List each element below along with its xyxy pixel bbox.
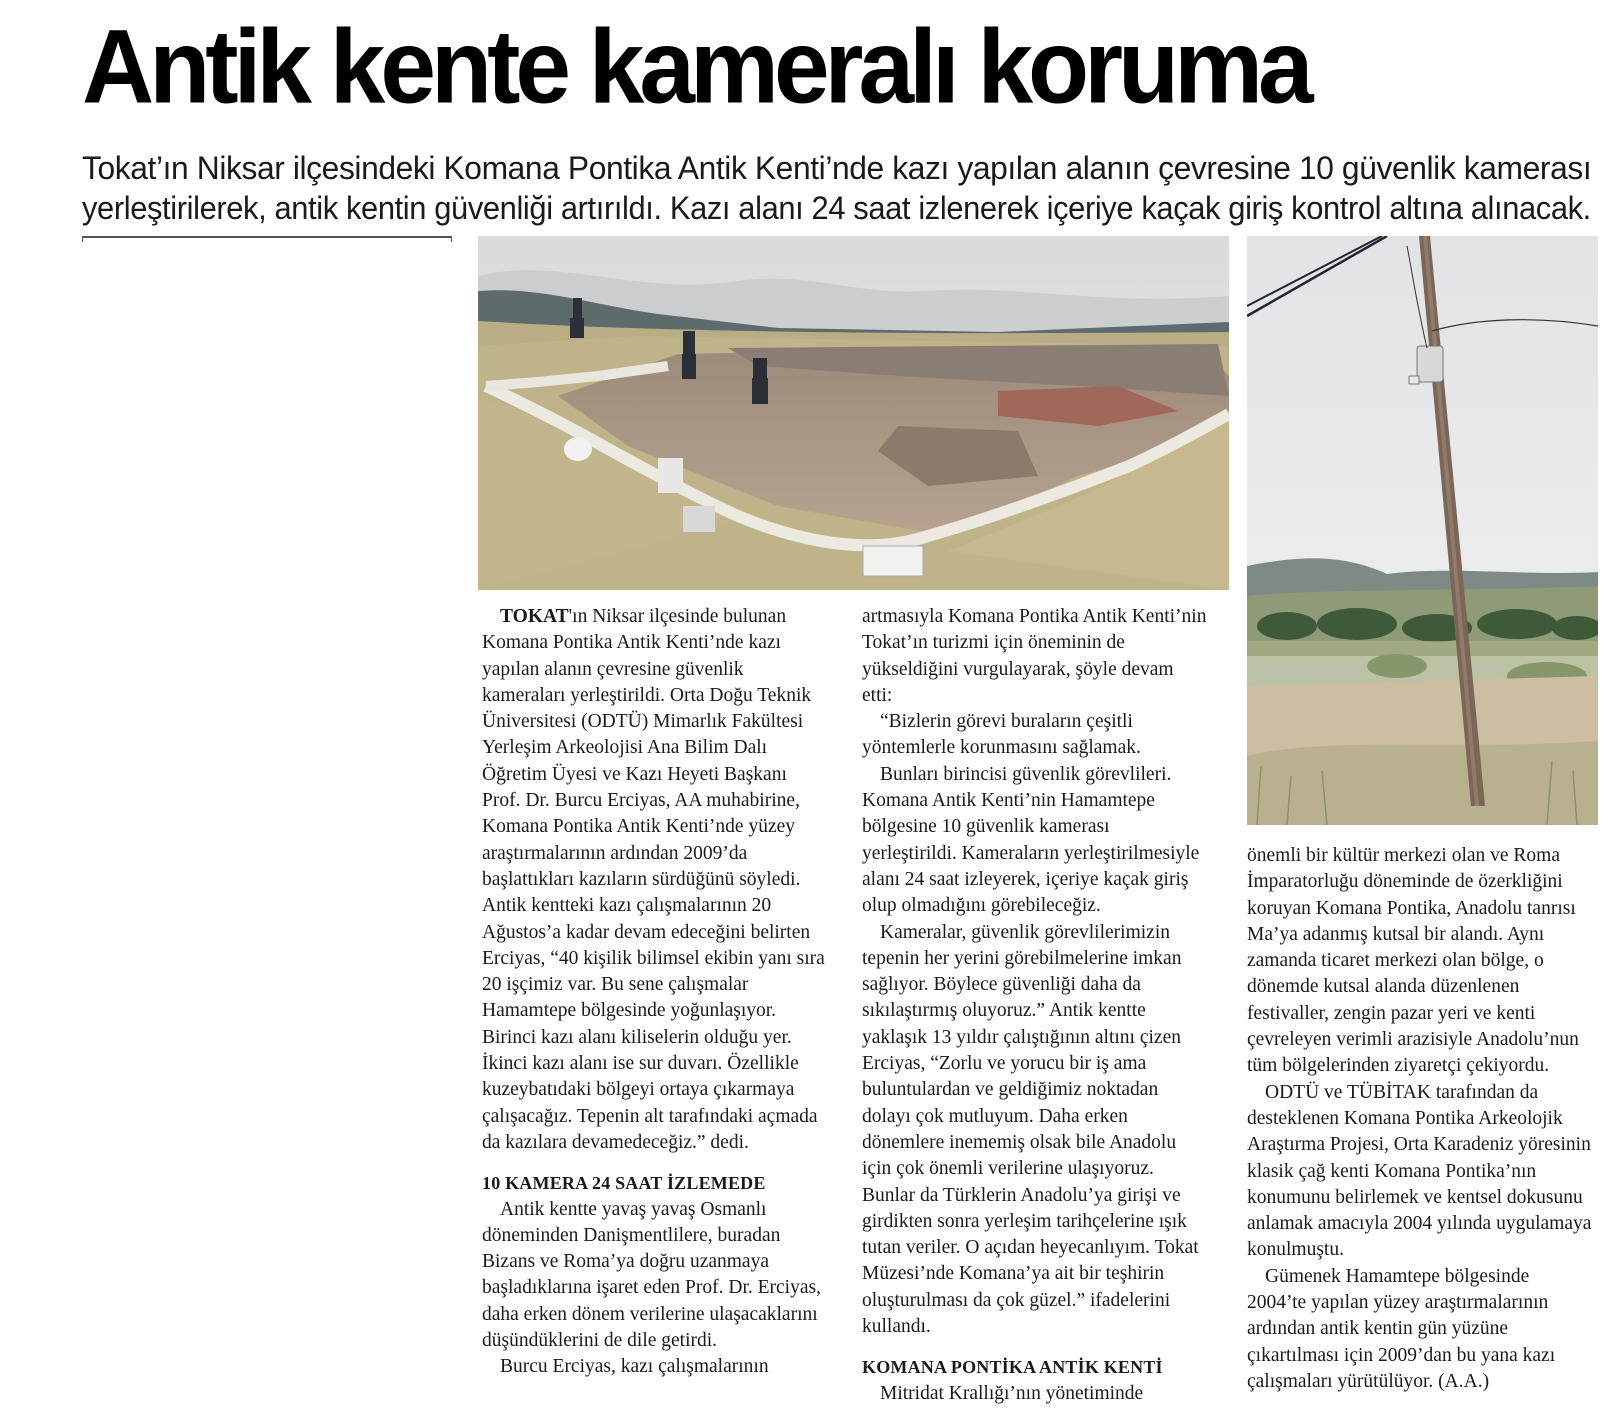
section-divider: [82, 236, 452, 238]
headline: Antik kente kameralı koruma: [82, 8, 1309, 126]
article-column-1: [482, 604, 827, 1381]
paragraph: Gümenek Hamamtepe bölgesinde 2004’te yapılan yüzey araştırmalarının ardından antik kentin gün yüzüne çıkartılması için 2009’dan bu yana kazı çalışmaları yürütülüyor. (A.A.): [1247, 1265, 1556, 1392]
article-column-3: [1247, 843, 1592, 1395]
paragraph: Antik kentte yavaş yavaş Osmanlı döneminden Danişmentlilere, buradan Bizans ve Roma’ya doğru uzanmaya başladıklarına işaret eden Prof. Dr. Erciyas, daha erken dönem verilerine ulaşacaklarını düşündüklerini de dile getirdi.: [482, 1198, 821, 1352]
paragraph: önemli bir kültür merkezi olan ve Roma İmparatorluğu döneminde de özerkliğini koruyan Komana Pontika, Anadolu tanrısı Ma’ya adanmış kutsal bir alandı. Aynı zamanda ticaret merkezi olan bölge, o dönemde kutsal alanda düzenlenen festivaller, zengin pazar yeri ve kenti çevreleyen verimli arazisiyle Anadolu’nun tüm bölgelerinden ziyaretçi çekiyordu.: [1247, 845, 1579, 1077]
dateline: TOKAT: [500, 606, 569, 627]
paragraph: Bunları birincisi güvenlik görevlileri. Komana Antik Kenti’nin Hamamtepe bölgesine 10 güvenlik kamerası yerleştirildi. Kameraların yerleştirilmesiyle alanı 24 saat izleyerek, içeriye kaçak giriş olup olmadığını görebileceğiz.: [862, 763, 1200, 917]
lead-paragraph: [82, 148, 1592, 228]
excavation-image: [478, 236, 1229, 590]
paragraph: artmasıyla Komana Pontika Antik Kenti’nin Tokat’ın turizmi için öneminin de yükseldiğini vurgulayarak, şöyle devam etti:: [862, 606, 1207, 706]
lead-line-2: yerleştirilerek, antik kentin güvenliği artırıldı. Kazı alanı 24 saat izlenerek içeriye kaçak giriş kontrol altına alınacak.: [82, 190, 1591, 226]
paragraph: Kameralar, güvenlik görevlilerimizin tepenin her yerini görebilmelerine imkan sağlıyor. Böylece güvenliği daha da sıkılaştırmış oluyoruz.” Antik kentte yaklaşık 13 yıldır çalıştığının altını çizen Erciyas, “Zorlu ve yorucu bir iş ama buluntulardan ve geldiğimiz noktadan dolayı çok mutluyum. Daha erken dönemlere inememiş olsak bile Anadolu için çok önemli verilerine ulaşıyoruz. Bunlar da Türklerin Anadolu’ya girişi ve girdikten sonra yerleşim tarihçelerine ışık tutan veriler. O açıdan heyecanlıyım. Tokat Müzesi’nde Komana’ya ait bir teşhirin oluşturulması da çok güzel.” ifadelerini kullandı.: [862, 921, 1199, 1338]
excavation-photo: [478, 236, 1229, 590]
paragraph: [482, 604, 827, 1156]
paragraph: Mitridat Krallığı’nın yönetiminde: [880, 1382, 1144, 1404]
article-column-2: [862, 604, 1207, 1407]
paragraph-text: 'ın Niksar ilçesinde bulunan Komana Pontika Antik Kenti’nde kazı yapılan alanın çevresine güvenlik kameraları yerleştirildi. Orta Doğu Teknik Üniversitesi (ODTÜ) Mimarlık Fakültesi Yerleşim Arkeolojisi Ana Bilim Dalı Öğretim Üyesi ve Kazı Heyeti Başkanı Prof. Dr. Burcu Erciyas, AA muhabirine, Komana Pontika Antik Kenti’nde yüzey araştırmalarının ardından 2009’da başlattıkları kazıların sürdüğünü söyledi. Antik kentteki kazı çalışmalarının 20 Ağustos’a kadar devam edeceğini belirten Erciyas, “40 kişilik bilimsel ekibin yanı sıra 20 işçimiz var. Bu sene çalışmalar Hamamtepe bölgesinde yoğunlaşıyor. Birinci kazı alanı kiliselerin olduğu yer. İkinci kazı alanı ise sur duvarı. Özellikle kuzeybatıdaki bölgeyi ortaya çıkarmaya çalışacağız. Tepenin alt tarafındaki açmada da kazılara devamedeceğiz.” dedi.: [482, 606, 825, 1153]
paragraph: Burcu Erciyas, kazı çalışmalarının: [500, 1356, 769, 1378]
subheading: KOMANA PONTİKA ANTİK KENTİ: [862, 1357, 1163, 1378]
paragraph: ODTÜ ve TÜBİTAK tarafından da desteklenen Komana Pontika Arkeolojik Araştırma Projesi, Orta Karadeniz yöresinin klasik çağ kenti Komana Pontika’nın konumunu belirlemek ve kentsel dokusunu anlamak amacıyla 2004 yılında uygulamaya konulmuştu.: [1247, 1081, 1592, 1261]
lead-line-1: Tokat’ın Niksar ilçesindeki Komana Pontika Antik Kenti’nde kazı yapılan alanın çevresine 10 güvenlik kamerası: [82, 150, 1592, 186]
camera-pole-photo: [1247, 236, 1598, 825]
camera-pole-image: [1247, 236, 1598, 825]
paragraph: “Bizlerin görevi buraların çeşitli yöntemlerle korunmasını sağlamak.: [862, 711, 1141, 759]
subheading: 10 KAMERA 24 SAAT İZLEMEDE: [482, 1173, 766, 1194]
